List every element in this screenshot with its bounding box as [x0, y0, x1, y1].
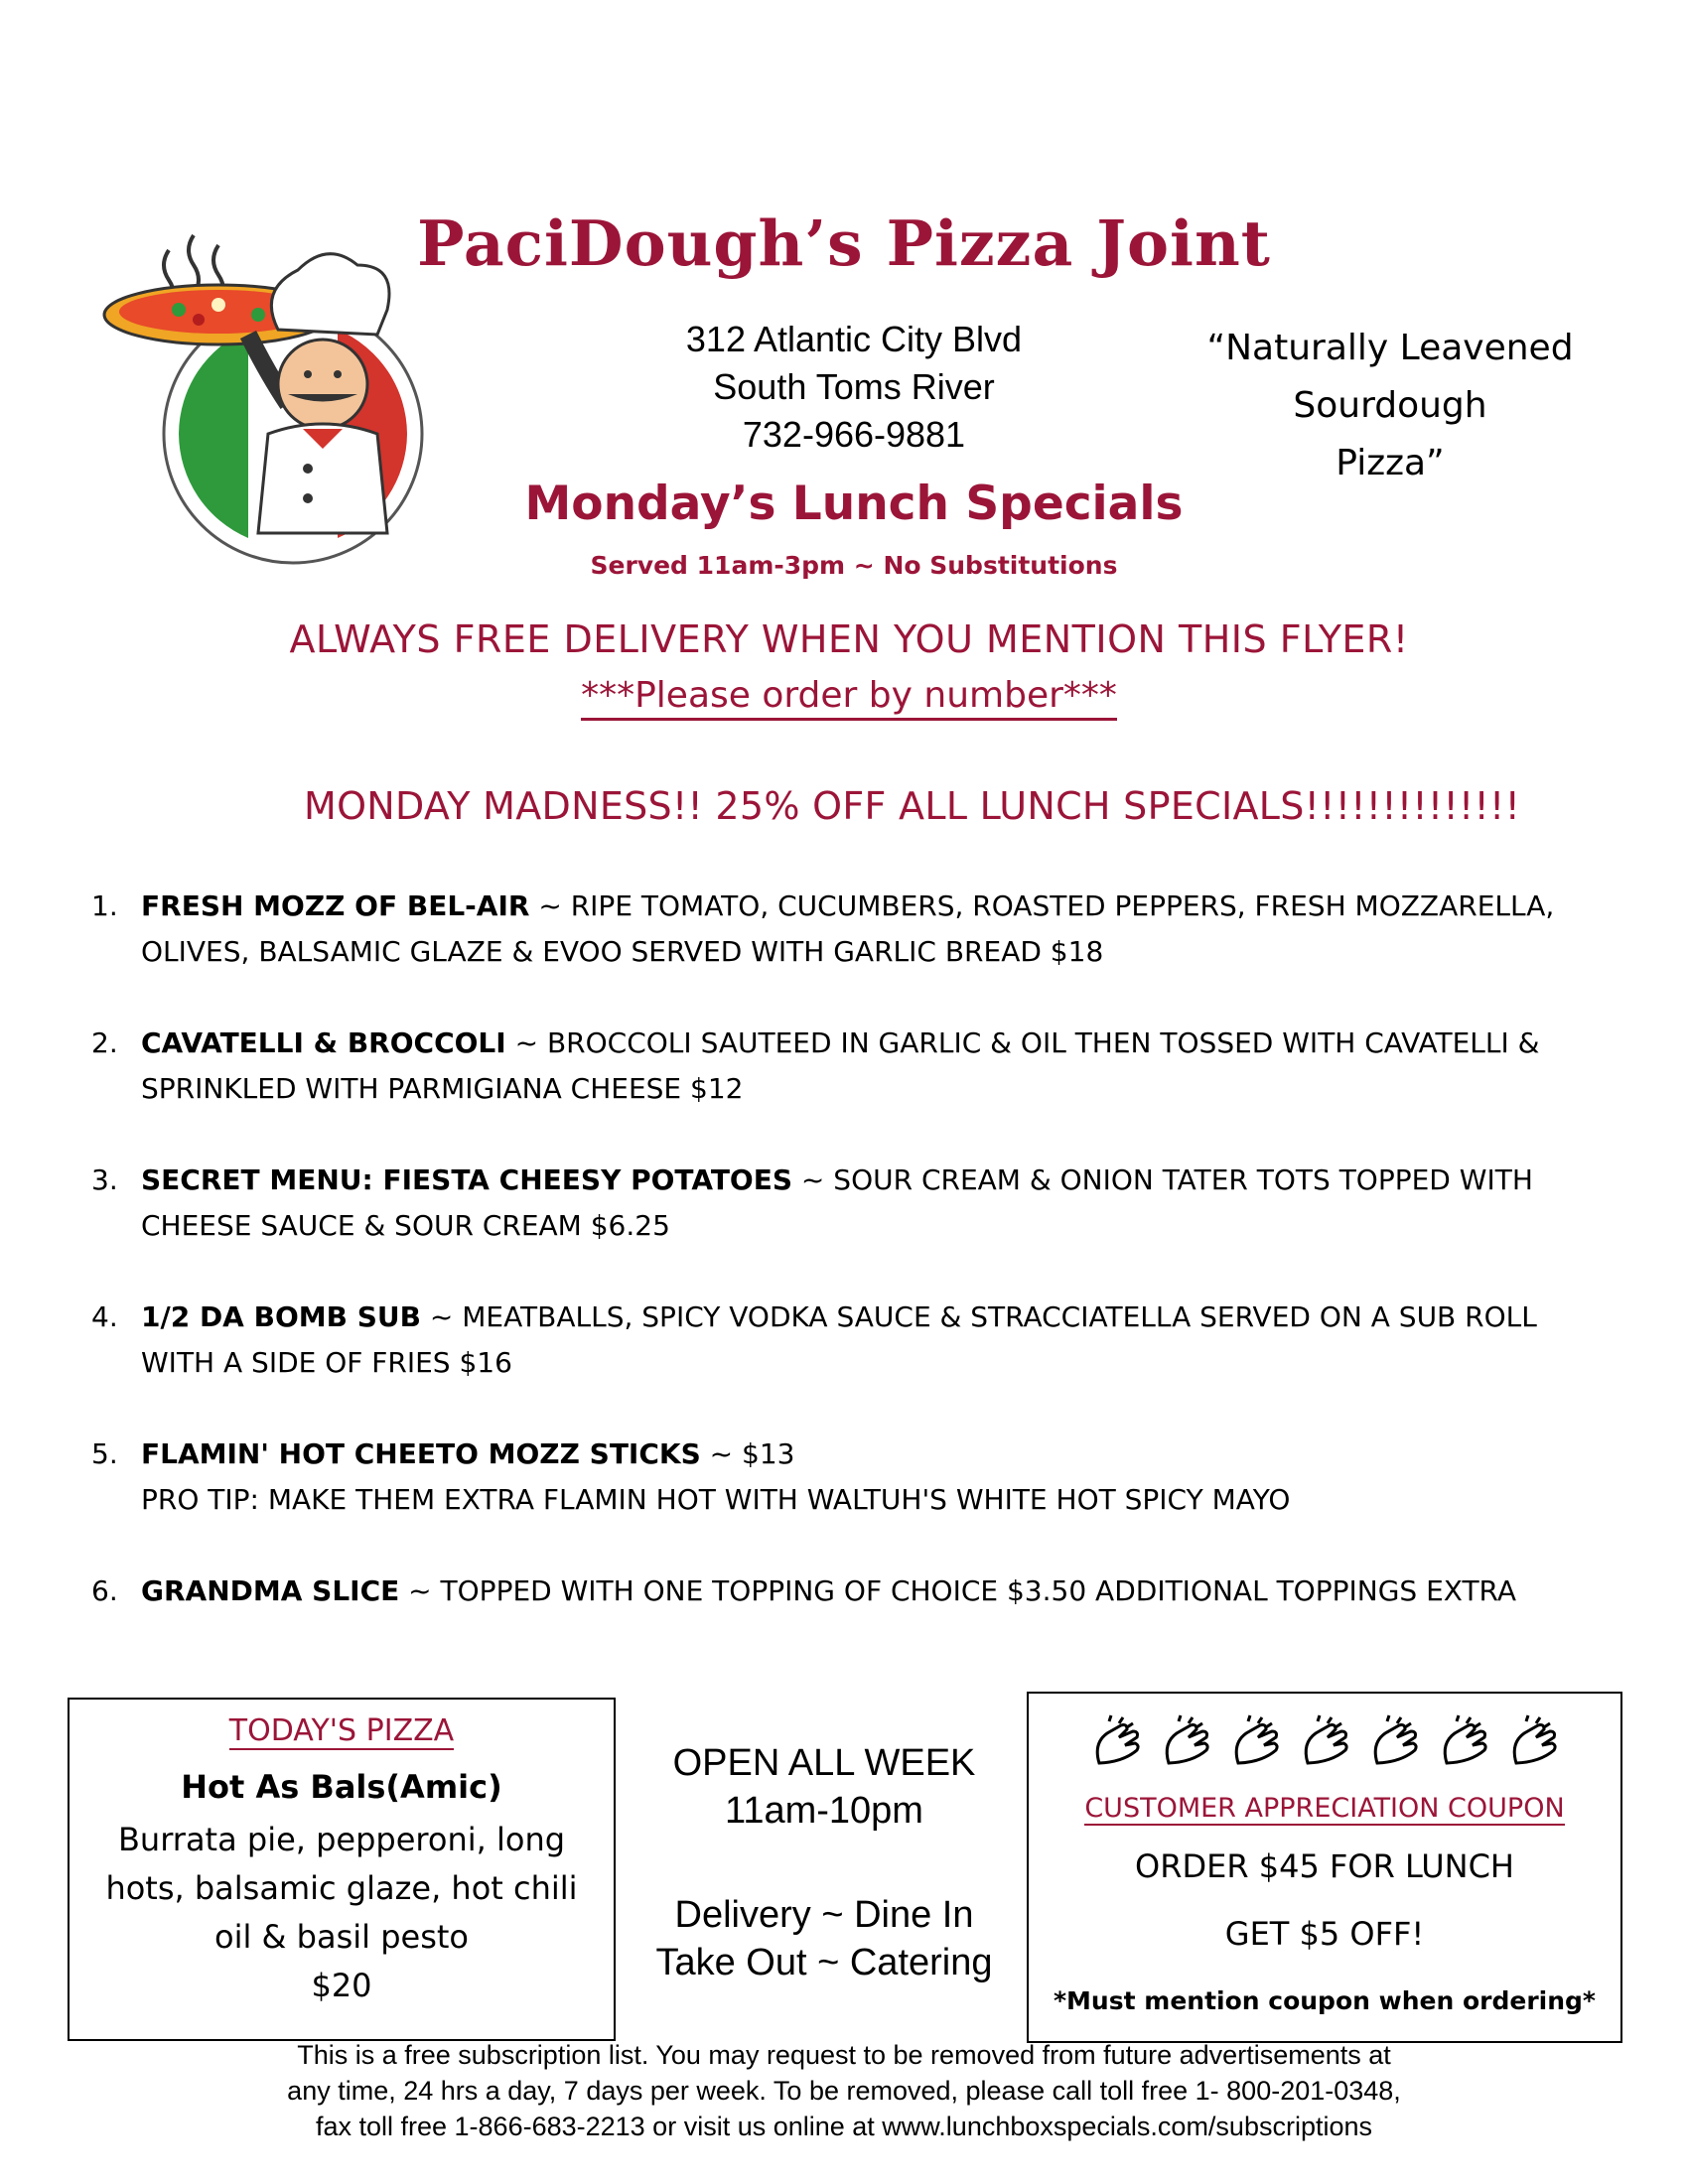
coupon-note: *Must mention coupon when ordering*	[1053, 1986, 1597, 2015]
services-line: Delivery ~ Dine In	[674, 1894, 974, 1936]
menu-item-desc: ~ SOUR CREAM & ONION TATER TOTS TOPPED WITH CHEESE SAUCE & SOUR CREAM $6.25	[141, 1163, 1533, 1242]
clapping-hands-icon	[1159, 1713, 1212, 1773]
menu-item-name: CAVATELLI & BROCCOLI	[141, 1026, 506, 1059]
menu-item-name: FRESH MOZZ OF BEL-AIR	[141, 889, 530, 922]
footer-line: This is a free subscription list. You may request to be removed from future advertisements at	[297, 2040, 1391, 2070]
menu-item-desc: ~ TOPPED WITH ONE TOPPING OF CHOICE $3.50 ADDITIONAL TOPPINGS EXTRA	[399, 1574, 1517, 1607]
menu-item	[91, 1295, 1601, 1386]
todays-pizza-box	[68, 1698, 616, 2041]
menu-item-number: 5.	[91, 1437, 118, 1470]
chef-with-pizza-icon	[99, 220, 457, 568]
menu-item	[91, 1432, 1601, 1523]
clapping-hands-row	[1029, 1713, 1620, 1773]
menu-item-number: 6.	[91, 1574, 118, 1607]
order-by-number-note	[149, 675, 1549, 716]
clapping-hands-icon	[1506, 1713, 1560, 1773]
menu-item-number: 3.	[91, 1163, 118, 1196]
menu-item-number: 2.	[91, 1026, 118, 1059]
services	[616, 1891, 1033, 1986]
menu-item-desc: ~ MEATBALLS, SPICY VODKA SAUCE & STRACCIATELLA SERVED ON A SUB ROLL WITH A SIDE OF FRIES $16	[141, 1300, 1537, 1379]
menu-item	[91, 884, 1601, 975]
address-city: South Toms River	[713, 366, 995, 407]
opening-hours	[635, 1739, 1013, 1835]
clapping-hands-icon	[1437, 1713, 1490, 1773]
monday-madness-banner: MONDAY MADNESS!! 25% OFF ALL LUNCH SPECIALS!!!!!!!!!!!!!!	[304, 784, 1521, 828]
menu-item-tip: PRO TIP: MAKE THEM EXTRA FLAMIN HOT WITH WALTUH'S WHITE HOT SPICY MAYO	[141, 1483, 1291, 1516]
slogan-line: “Naturally Leavened	[1206, 328, 1574, 368]
specials-title: Monday’s Lunch Specials	[524, 477, 1184, 531]
menu-item-name: FLAMIN' HOT CHEETO MOZZ STICKS	[141, 1437, 701, 1470]
subscription-footer	[149, 2037, 1539, 2144]
slogan	[1182, 320, 1599, 492]
menu-item	[91, 1158, 1601, 1249]
order-by-text: ***Please order by number***	[581, 675, 1117, 721]
served-hours: Served 11am-3pm ~ No Substitutions	[590, 551, 1118, 580]
menu-item-desc: ~ BROCCOLI SAUTEED IN GARLIC & OIL THEN TOSSED WITH CAVATELLI & SPRINKLED WITH PARMIGIANA CHEESE $12	[141, 1026, 1540, 1105]
restaurant-title: PaciDough’s Pizza Joint	[417, 206, 1271, 280]
todays-pizza-description: Burrata pie, pepperoni, long hots, balsamic glaze, hot chili oil & basil pesto	[105, 1821, 578, 1956]
coupon-offer-line: ORDER $45 FOR LUNCH	[1135, 1847, 1514, 1885]
services-line: Take Out ~ Catering	[655, 1942, 993, 1983]
slogan-line: Sourdough	[1293, 385, 1487, 426]
coupon-heading-text: CUSTOMER APPRECIATION COUPON	[1084, 1793, 1565, 1824]
footer-line: fax toll free 1-866-683-2213 or visit us online at www.lunchboxspecials.com/subscriptions	[315, 2112, 1373, 2141]
open-times: 11am-10pm	[725, 1790, 923, 1832]
todays-pizza-heading-text: TODAY'S PIZZA	[228, 1713, 455, 1748]
phone-number: 732-966-9881	[742, 414, 966, 455]
menu-item-desc: ~ RIPE TOMATO, CUCUMBERS, ROASTED PEPPERS, FRESH MOZZARELLA, OLIVES, BALSAMIC GLAZE & EVOO SERVED WITH GARLIC BREAD $18	[141, 889, 1555, 968]
menu-item	[91, 1021, 1601, 1112]
clapping-hands-icon	[1367, 1713, 1421, 1773]
clapping-hands-icon	[1089, 1713, 1143, 1773]
free-delivery-banner: ALWAYS FREE DELIVERY WHEN YOU MENTION THIS FLYER!	[289, 617, 1409, 661]
todays-pizza-name: Hot As Bals(Amic)	[181, 1768, 502, 1806]
address-street: 312 Atlantic City Blvd	[685, 319, 1023, 359]
slogan-line: Pizza”	[1336, 443, 1445, 483]
coupon-offer-line: GET $5 OFF!	[1224, 1915, 1425, 1953]
menu-item-name: 1/2 DA BOMB SUB	[141, 1300, 421, 1333]
coupon-box	[1027, 1692, 1622, 2043]
clapping-hands-icon	[1228, 1713, 1282, 1773]
menu-item-desc: ~ $13	[700, 1437, 795, 1470]
address-block	[596, 316, 1112, 459]
todays-pizza-price: $20	[311, 1967, 372, 2004]
todays-pizza-heading	[70, 1713, 614, 1748]
menu-item-name: GRANDMA SLICE	[141, 1574, 400, 1607]
open-days: OPEN ALL WEEK	[672, 1742, 976, 1784]
coupon-heading	[1029, 1793, 1620, 1824]
clapping-hands-icon	[1298, 1713, 1351, 1773]
menu-item	[91, 1569, 1601, 1614]
menu-item-number: 1.	[91, 889, 118, 922]
menu-item-number: 4.	[91, 1300, 118, 1333]
footer-line: any time, 24 hrs a day, 7 days per week. To be removed, please call toll free 1- 800-201-0348,	[287, 2076, 1401, 2106]
menu-list	[91, 884, 1601, 1660]
menu-item-name: SECRET MENU: FIESTA CHEESY POTATOES	[141, 1163, 793, 1196]
